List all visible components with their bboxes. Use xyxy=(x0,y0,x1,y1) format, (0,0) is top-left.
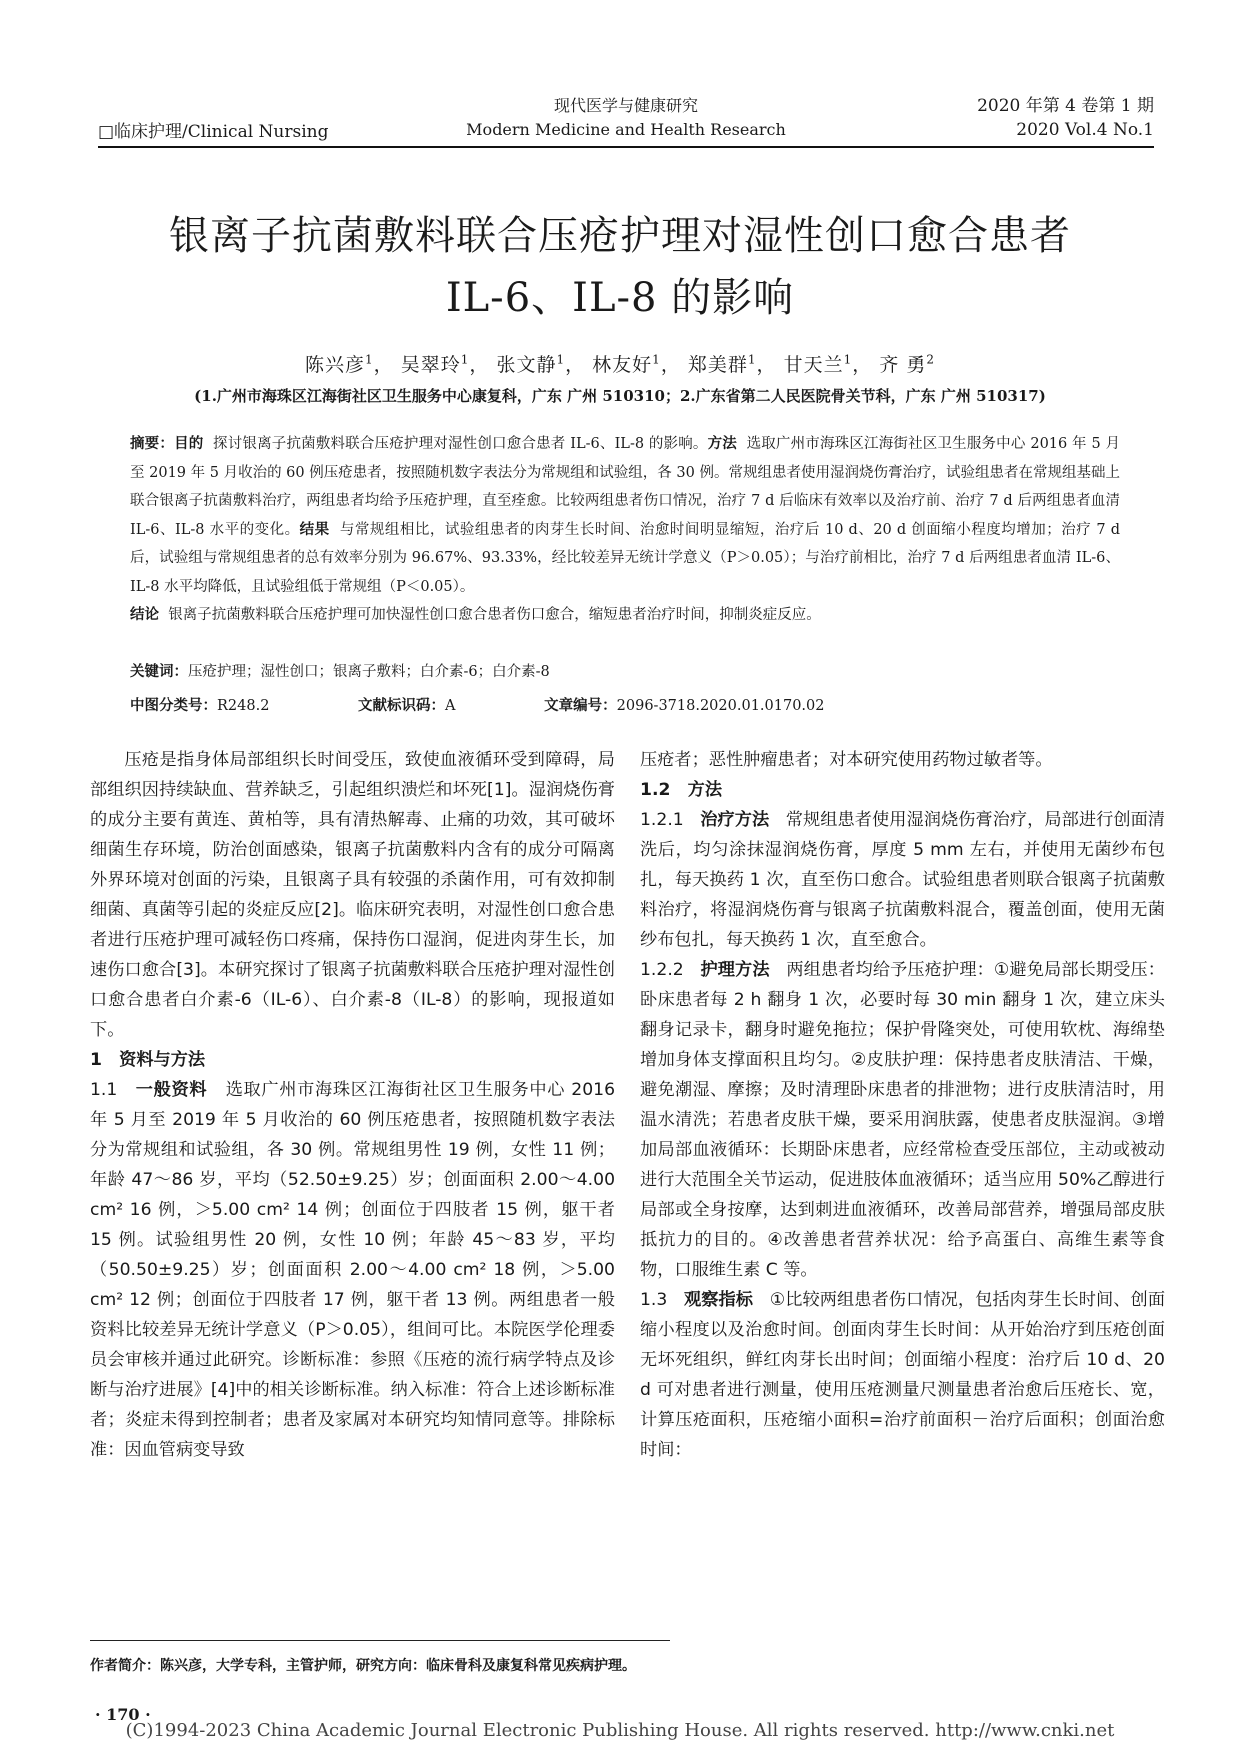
section-1-3: 1.3 观察指标 ①比较两组患者伤口情况，包括肉芽生长时间、创面缩小程度以及治愈时间。创面肉芽生长时间：从开始治疗到压疮创面无坏死组织，鲜红肉芽长出时间；创面缩小程度：治疗后 10 d、20 d 可对患者进行测量，使用压疮测量尺测量患者治愈后压疮长、宽，计算压疮面积，压疮缩小面积=治疗前面积－治疗后面积；创面治愈时间： xyxy=(640,1290,1166,1460)
title-line-1: 银离子抗菌敷料联合压疮护理对湿性创口愈合患者 xyxy=(169,213,1071,259)
intro-paragraph: 压疮是指身体局部组织长时间受压，致使血液循环受到障碍，局部组织因持续缺血、营养缺乏，引起组织溃烂和坏死[1]。湿润烧伤膏的成分主要有黄连、黄柏等，具有清热解毒、止痛的功效，其可破坏细菌生存环境，防治创面感染，银离子抗菌敷料内含有的成分可隔离外界环境对创面的污染，且银离子具有较强的杀菌作用，可有效抑制细菌、真菌等引起的炎症反应[2]。临床研究表明，对湿性创口愈合患者进行压疮护理可减轻伤口疼痛，保持伤口湿润，促进肉芽生长，加速伤口愈合[3]。本研究探讨了银离子抗菌敷料联合压疮护理对湿性创口愈合患者白介素-6（IL-6）、白介素-8（IL-8）的影响，现报道如下。 xyxy=(90,750,615,1040)
author: 郑美群$^1$， xyxy=(687,352,777,376)
clc: 中图分类号：R248.2 xyxy=(130,697,270,714)
issue-cn: 2020 年第 4 卷第 1 期 xyxy=(977,96,1154,116)
running-header xyxy=(98,88,1154,148)
classification-info xyxy=(130,694,1120,715)
journal-name-cn: 现代医学与健康研究 xyxy=(553,96,698,115)
keywords-label: 关键词： xyxy=(130,663,188,680)
section-1-2-2: 1.2.2 护理方法 两组患者均给予压疮护理：①避免局部长期受压：卧床患者每 2 h 翻身 1 次，必要时每 30 min 翻身 1 次，建立床头翻身记录卡，翻身时避免拖拉；保护骨隆突处，可使用软枕、海绵垫增加身体支撑面积且均匀。②皮肤护理：保持患者皮肤清洁、干燥，避免潮湿、摩擦；及时清理卧床患者的排泄物；进行皮肤清洁时，用温水清洗；若患者皮肤干燥，要采用润肤露，使患者皮肤湿润。③增加局部血液循环：长期卧床患者，应经常检查受压部位，主动或被动进行大范围全关节运动，促进肢体血液循环；适当应用 50%乙醇进行局部或全身按摩，达到刺进血液循环，改善局部营养，增强局部皮肤抵抗力的目的。④改善患者营养状况：给予高蛋白、高维生素等食物，口服维生素 C 等。 xyxy=(640,960,1165,1280)
author: 齐 勇$^2$ xyxy=(879,352,935,376)
author: 张文静$^1$， xyxy=(496,352,586,376)
conclusion-label: 结论 xyxy=(130,606,159,623)
section-heading-1: 1 资料与方法 xyxy=(90,1050,206,1070)
keywords xyxy=(130,660,1120,681)
section-heading-1-2: 1.2 方法 xyxy=(640,780,723,800)
author-list xyxy=(60,350,1180,377)
section-1-2-1: 1.2.1 治疗方法 常规组患者使用湿润烧伤膏治疗，局部进行创面清洗后，均匀涂抹湿润烧伤膏，厚度 5 mm 左右，并使用无菌纱布包扎，每天换药 1 次，直至伤口愈合。试验组患者则联合银离子抗菌敷料治疗，将湿润烧伤膏与银离子抗菌敷料混合，覆盖创面，使用无菌纱布包扎，每天换药 1 次，直至愈合。 xyxy=(640,810,1165,950)
author-footnote: 作者简介：陈兴彦，大学专科，主管护师，研究方向：临床骨科及康复科常见疾病护理。 xyxy=(90,1658,636,1674)
section-1-1: 1.1 一般资料 选取广州市海珠区江海街社区卫生服务中心 2016 年 5 月至 2019 年 5 月收治的 60 例压疮患者，按照随机数字表法分为常规组和试验组，各 30 例。常规组男性 19 例，女性 11 例；年龄 47～86 岁，平均（52.50±9.25）岁；创面面积 2.00～4.00 cm² 16 例，＞5.00 cm² 14 例；创面位于四肢者 15 例，躯干者 15 例。试验组男性 20 例，女性 10 例；年龄 45～83 岁，平均（50.50±9.25）岁；创面面积 2.00～4.00 cm² 18 例，＞5.00 cm² 12 例；创面位于四肢者 17 例，躯干者 13 例。两组患者一般资料比较差异无统计学意义（P＞0.05），组间可比。本院医学伦理委员会审核并通过此研究。诊断标准：参照《压疮的流行病学特点及诊断与治疗进展》[4]中的相关诊断标准。纳入标准：符合上述诊断标准者；炎症未得到控制者；患者及家属对本研究均知情同意等。排除标准：因血管病变导致 xyxy=(90,1080,616,1460)
section-1-1-title: 一般资料 xyxy=(135,1080,208,1100)
result-label: 结果 xyxy=(299,520,330,538)
abstract xyxy=(130,430,1120,630)
objective-label: 目的 xyxy=(174,435,204,452)
abstract-label: 摘要： xyxy=(130,435,175,452)
result-text: 与常规组相比，试验组患者的肉芽生长时间、治愈时间明显缩短，治疗后 10 d、20 d 创面缩小程度均增加；治疗 7 d 后，试验组与常规组患者的总有效率分别为 96.67%、93.33%，经比较差异无统计学意义（P＞0.05）；与治疗前相比，治疗 7 d 后两组患者血清 IL-6、IL-8 水平均降低，且试验组低于常规组（P＜0.05）。 xyxy=(130,521,1121,595)
keywords-text: 压疮护理；湿性创口；银离子敷料；白介素-6；白介素-8 xyxy=(188,664,550,680)
page-number: · 170 · xyxy=(95,1705,151,1724)
continued-text: 压疮者；恶性肿瘤患者；对本研究使用药物过敏者等。 xyxy=(640,750,1053,770)
body-right-column xyxy=(640,745,1165,1465)
title-line-2: IL-6、IL-8 的影响 xyxy=(445,275,795,321)
conclusion-text: 银离子抗菌敷料联合压疮护理可加快湿性创口愈合患者伤口愈合，缩短患者治疗时间，抑制炎症反应。 xyxy=(168,607,821,623)
author: 甘天兰$^1$， xyxy=(783,352,873,376)
objective-text: 探讨银离子抗菌敷料联合压疮护理对湿性创口愈合患者 IL-6、IL-8 的影响。 xyxy=(213,436,708,452)
copyright-line: (C)1994-2023 China Academic Journal Electronic Publishing House. All rights reserved. http://www.cnki.net xyxy=(125,1720,1115,1741)
method-text: 选取广州市海珠区江海街社区卫生服务中心 2016 年 5 月至 2019 年 5 月收治的 60 例压疮患者，按照随机数字表法分为常规组和试验组，各 30 例。常规组患者使用湿润烧伤膏治疗，试验组患者在常规组基础上联合银离子抗菌敷料治疗，两组患者均给予压疮护理，直至痊愈。比较两组患者伤口情况，治疗 7 d 后临床有效率以及治疗前、治疗 7 d 后两组患者血清 IL-6、IL-8 水平的变化。 xyxy=(130,436,1121,538)
author: 吴翠玲$^1$， xyxy=(400,352,490,376)
affiliations: (1.广州市海珠区江海街社区卫生服务中心康复科，广东 广州 510310；2.广东省第二人民医院骨关节科，广东 广州 510317) xyxy=(194,387,1046,405)
method-label: 方法 xyxy=(707,435,737,452)
body-left-column xyxy=(90,745,615,1465)
author: 林友好$^1$， xyxy=(592,352,681,376)
author: 陈兴彦$^1$， xyxy=(305,352,394,376)
document-code: 文献标识码：A xyxy=(358,697,456,714)
paper-title xyxy=(60,205,1180,329)
issue-en: 2020 Vol.4 No.1 xyxy=(1016,120,1154,140)
section-label: □临床护理/Clinical Nursing xyxy=(98,122,329,142)
article-number: 文章编号：2096-3718.2020.01.0170.02 xyxy=(544,697,825,714)
issue-info xyxy=(977,94,1154,142)
journal-name-en: Modern Medicine and Health Research xyxy=(466,120,786,139)
footnote-rule xyxy=(90,1640,670,1641)
